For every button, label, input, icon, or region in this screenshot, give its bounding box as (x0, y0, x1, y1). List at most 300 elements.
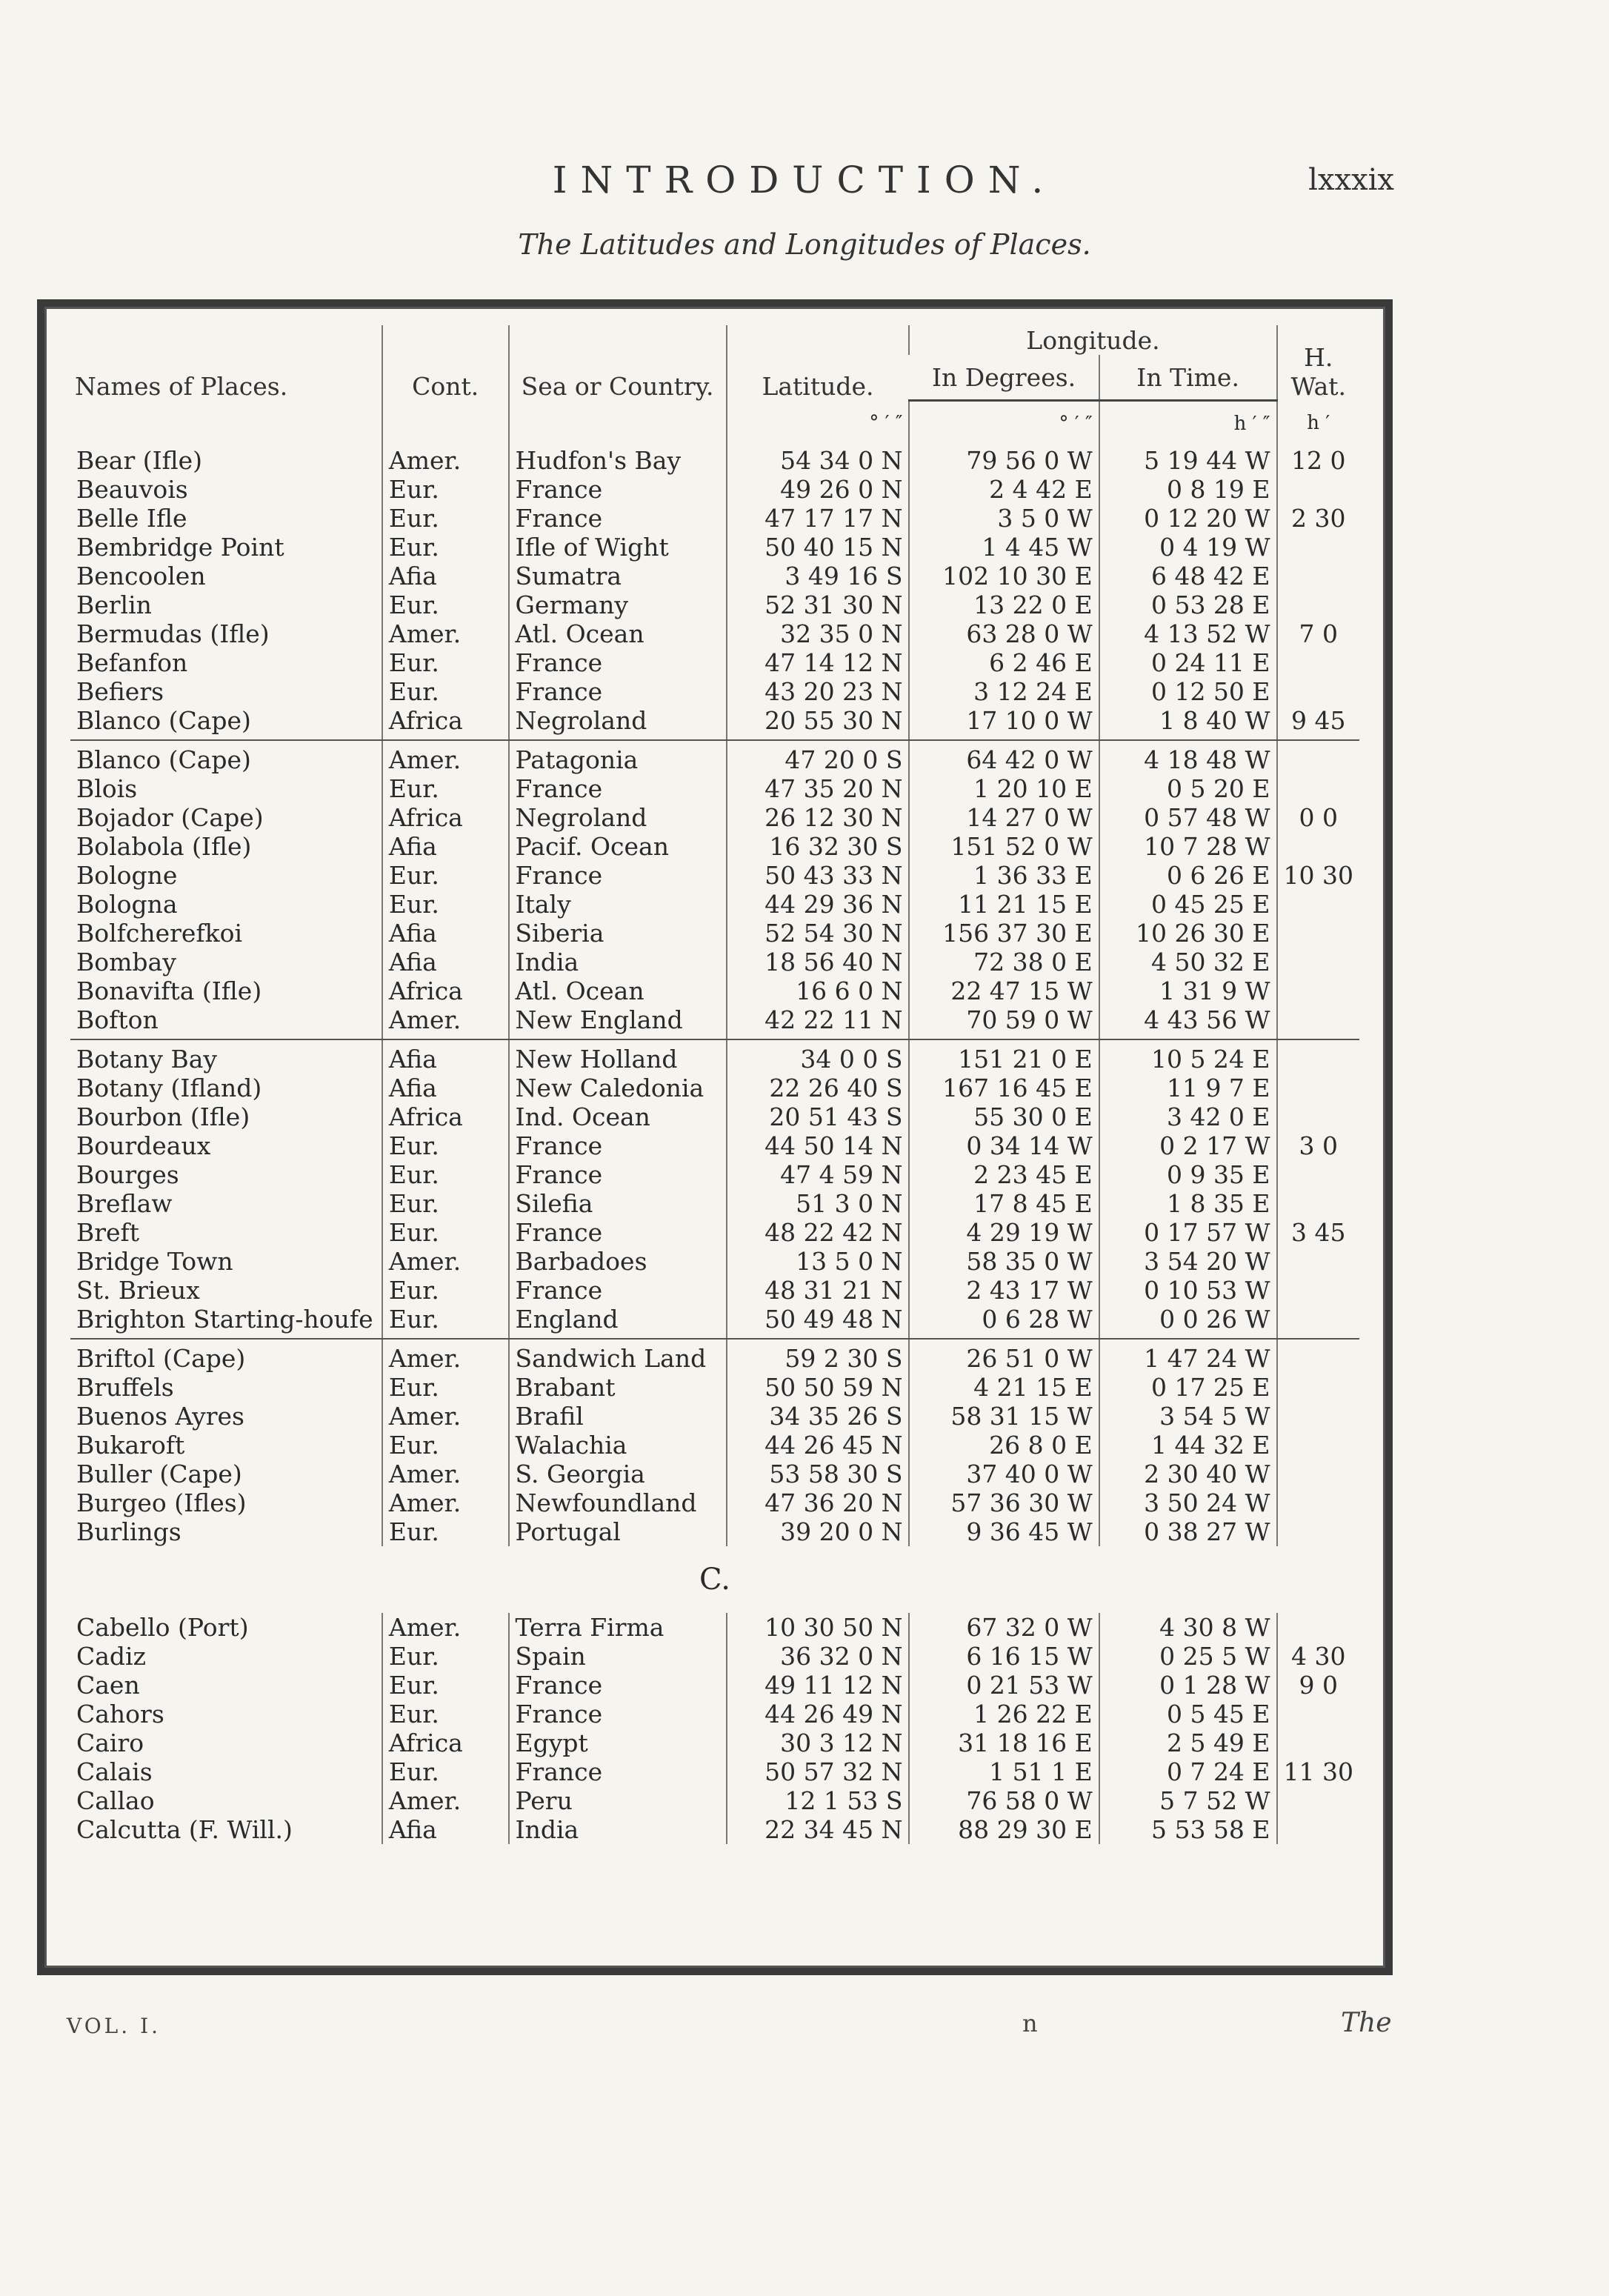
table-row (70, 1276, 1359, 1305)
cell-hw: 7 0 (1277, 619, 1359, 648)
cell-deg: 11 21 15 E (909, 890, 1099, 919)
cell-cont: Eur. (382, 1431, 509, 1460)
cell-hw (1277, 1517, 1359, 1546)
cell-cont: Amer. (382, 1488, 509, 1517)
cell-time: 4 13 52 W (1099, 619, 1277, 648)
table-row (70, 1131, 1359, 1160)
table-row (70, 1189, 1359, 1218)
cell-name: Botany Bay (76, 1045, 218, 1074)
table-row (70, 590, 1359, 619)
cell-lat: 22 34 45 N (727, 1815, 910, 1844)
cell-cont: Eur. (382, 890, 509, 919)
cell-cont: Eur. (382, 590, 509, 619)
cell-name: Caen (76, 1671, 140, 1700)
cell-country: Peru (509, 1786, 727, 1815)
cell-country: Newfoundland (509, 1488, 727, 1517)
cell-country: Siberia (509, 919, 727, 948)
cell-deg: 3 12 24 E (909, 677, 1099, 706)
table-row (70, 890, 1359, 919)
cell-time: 3 42 0 E (1099, 1102, 1277, 1131)
header-longitude: Longitude. (909, 325, 1276, 355)
cell-cont: Eur. (382, 1189, 509, 1218)
units-deg: ° ′ ″ (909, 401, 1099, 447)
cell-time: 0 8 19 E (1099, 475, 1277, 504)
cell-lat: 20 55 30 N (727, 706, 910, 740)
cell-cont: Eur. (382, 1642, 509, 1671)
cell-lat: 20 51 43 S (727, 1102, 910, 1131)
cell-name: Bombay (76, 948, 176, 976)
cell-country: France (509, 1757, 727, 1786)
cell-time: 0 2 17 W (1099, 1131, 1277, 1160)
cell-hw (1277, 976, 1359, 1005)
cell-lat: 49 11 12 N (727, 1671, 910, 1700)
cell-cont: Eur. (382, 504, 509, 533)
cell-time: 0 12 20 W (1099, 504, 1277, 533)
cell-deg: 26 51 0 W (909, 1339, 1099, 1373)
cell-time: 0 7 24 E (1099, 1757, 1277, 1786)
cell-time: 0 9 35 E (1099, 1160, 1277, 1189)
cell-deg: 63 28 0 W (909, 619, 1099, 648)
cell-deg: 0 6 28 W (909, 1305, 1099, 1339)
cell-name: Cabello (Port) (76, 1613, 249, 1642)
page-header-title: INTRODUCTION. (552, 159, 1057, 202)
cell-deg: 64 42 0 W (909, 740, 1099, 774)
footer-signature: n (1022, 2009, 1038, 2037)
cell-name: Breft (76, 1218, 140, 1247)
units-row (70, 401, 1359, 447)
cell-time: 3 50 24 W (1099, 1488, 1277, 1517)
cell-lat: 47 4 59 N (727, 1160, 910, 1189)
cell-lat: 50 50 59 N (727, 1373, 910, 1402)
cell-deg: 0 21 53 W (909, 1671, 1099, 1700)
cell-country: Barbadoes (509, 1247, 727, 1276)
cell-lat: 34 0 0 S (727, 1039, 910, 1074)
cell-time: 0 45 25 E (1099, 890, 1277, 919)
cell-country: Brabant (509, 1373, 727, 1402)
table-row (70, 1218, 1359, 1247)
cell-deg: 13 22 0 E (909, 590, 1099, 619)
cell-time: 10 26 30 E (1099, 919, 1277, 948)
cell-cont: Amer. (382, 1339, 509, 1373)
cell-lat: 13 5 0 N (727, 1247, 910, 1276)
cell-hw (1277, 533, 1359, 562)
cell-name: Blois (76, 774, 138, 803)
cell-name: Bruffels (76, 1373, 174, 1402)
cell-cont: Afia (382, 562, 509, 590)
cell-country: France (509, 774, 727, 803)
footer-catchword: The (1341, 2008, 1392, 2038)
header-deg: In Degrees. (909, 355, 1099, 401)
cell-cont: Eur. (382, 648, 509, 677)
cell-country: France (509, 1218, 727, 1247)
cell-lat: 16 6 0 N (727, 976, 910, 1005)
cell-time: 0 4 19 W (1099, 533, 1277, 562)
cell-cont: Africa (382, 706, 509, 740)
cell-lat: 44 50 14 N (727, 1131, 910, 1160)
table-row (70, 1039, 1359, 1074)
cell-country: S. Georgia (509, 1460, 727, 1488)
table-row (70, 948, 1359, 976)
cell-hw: 11 30 (1277, 1757, 1359, 1786)
cell-name: Brighton Starting-houfe (70, 1305, 382, 1339)
cell-country: Egypt (509, 1728, 727, 1757)
cell-deg: 88 29 30 E (909, 1815, 1099, 1844)
cell-cont: Amer. (382, 1613, 509, 1642)
cell-cont: Africa (382, 976, 509, 1005)
cell-hw: 12 0 (1277, 446, 1359, 475)
places-table (70, 325, 1359, 1844)
cell-name: Bolabola (Ifle) (76, 832, 252, 861)
table-row (70, 1305, 1359, 1339)
cell-country: New Caledonia (509, 1074, 727, 1102)
cell-time: 0 1 28 W (1099, 1671, 1277, 1700)
cell-hw (1277, 1488, 1359, 1517)
cell-cont: Eur. (382, 1700, 509, 1728)
cell-cont: Eur. (382, 533, 509, 562)
cell-deg: 1 4 45 W (909, 533, 1099, 562)
cell-deg: 79 56 0 W (909, 446, 1099, 475)
cell-country: India (509, 1815, 727, 1844)
table-body (70, 401, 1359, 1845)
cell-time: 4 30 8 W (1099, 1613, 1277, 1642)
cell-lat: 12 1 53 S (727, 1786, 910, 1815)
cell-cont: Amer. (382, 1402, 509, 1431)
cell-hw (1277, 475, 1359, 504)
table-row (70, 706, 1359, 740)
table-row (70, 803, 1359, 832)
cell-country: Ifle of Wight (509, 533, 727, 562)
cell-lat: 30 3 12 N (727, 1728, 910, 1757)
header-time: In Time. (1099, 355, 1277, 401)
cell-country: Patagonia (509, 740, 727, 774)
table-row (70, 1373, 1359, 1402)
cell-name: Cairo (76, 1728, 144, 1757)
cell-lat: 47 14 12 N (727, 648, 910, 677)
cell-deg: 14 27 0 W (909, 803, 1099, 832)
cell-hw (1277, 590, 1359, 619)
cell-deg: 31 18 16 E (909, 1728, 1099, 1757)
cell-time: 3 54 5 W (1099, 1402, 1277, 1431)
table-row (70, 1613, 1359, 1642)
cell-name: Bolfcherefkoi (76, 919, 243, 948)
table-row (70, 1460, 1359, 1488)
cell-time: 4 50 32 E (1099, 948, 1277, 976)
cell-time: 0 17 25 E (1099, 1373, 1277, 1402)
cell-country: France (509, 475, 727, 504)
cell-lat: 44 26 45 N (727, 1431, 910, 1460)
cell-hw (1277, 832, 1359, 861)
table-row (70, 1642, 1359, 1671)
cell-lat: 52 54 30 N (727, 919, 910, 948)
cell-deg: 6 16 15 W (909, 1642, 1099, 1671)
cell-cont: Eur. (382, 1305, 509, 1339)
cell-hw (1277, 1700, 1359, 1728)
cell-hw (1277, 1431, 1359, 1460)
cell-deg: 2 4 42 E (909, 475, 1099, 504)
cell-name: Calcutta (F. Will.) (76, 1815, 293, 1844)
table-row (70, 1402, 1359, 1431)
cell-deg: 4 21 15 E (909, 1373, 1099, 1402)
cell-hw (1277, 1074, 1359, 1102)
cell-name: Blanco (Cape) (76, 745, 251, 774)
cell-name: Befanfon (76, 648, 188, 677)
cell-name: Bologna (76, 890, 178, 919)
cell-hw (1277, 1613, 1359, 1642)
cell-lat: 53 58 30 S (727, 1460, 910, 1488)
cell-time: 0 10 53 W (1099, 1276, 1277, 1305)
cell-name: Bermudas (Ifle) (76, 619, 270, 648)
cell-country: Walachia (509, 1431, 727, 1460)
cell-hw (1277, 1815, 1359, 1844)
cell-country: Sumatra (509, 562, 727, 590)
cell-hw (1277, 1373, 1359, 1402)
cell-country: India (509, 948, 727, 976)
cell-country: Silefia (509, 1189, 727, 1218)
page-number: lxxxix (1308, 163, 1394, 197)
section-letter: C. (699, 1563, 730, 1597)
cell-lat: 10 30 50 N (727, 1613, 910, 1642)
cell-name: Burlings (76, 1517, 181, 1546)
cell-name: Briftol (Cape) (76, 1344, 246, 1373)
cell-lat: 16 32 30 S (727, 832, 910, 861)
cell-lat: 47 36 20 N (727, 1488, 910, 1517)
cell-deg: 22 47 15 W (909, 976, 1099, 1005)
footer-volume: VOL. I. (67, 2014, 161, 2038)
table-row (70, 1786, 1359, 1815)
cell-lat: 50 43 33 N (727, 861, 910, 890)
cell-cont: Eur. (382, 1276, 509, 1305)
cell-country: Negroland (509, 803, 727, 832)
table-row (70, 1160, 1359, 1189)
cell-name: Burgeo (Ifles) (76, 1488, 247, 1517)
table-row (70, 1102, 1359, 1131)
cell-lat: 48 31 21 N (727, 1276, 910, 1305)
cell-deg: 58 31 15 W (909, 1402, 1099, 1431)
cell-deg: 2 43 17 W (909, 1276, 1099, 1305)
cell-name: Berlin (76, 590, 152, 619)
cell-cont: Eur. (382, 1517, 509, 1546)
cell-name: Cadiz (76, 1642, 146, 1671)
cell-deg: 1 26 22 E (909, 1700, 1099, 1728)
cell-time: 2 30 40 W (1099, 1460, 1277, 1488)
cell-country: Sandwich Land (509, 1339, 727, 1373)
cell-deg: 72 38 0 E (909, 948, 1099, 976)
units-cont (382, 401, 509, 447)
cell-lat: 39 20 0 N (727, 1517, 910, 1546)
cell-time: 5 19 44 W (1099, 446, 1277, 475)
cell-hw (1277, 677, 1359, 706)
cell-deg: 3 5 0 W (909, 504, 1099, 533)
cell-cont: Eur. (382, 1671, 509, 1700)
cell-name: Bukaroft (76, 1431, 185, 1460)
table-row (70, 1074, 1359, 1102)
cell-time: 1 8 35 E (1099, 1189, 1277, 1218)
cell-hw: 2 30 (1277, 504, 1359, 533)
cell-hw: 9 0 (1277, 1671, 1359, 1700)
header-cont: Cont. (382, 325, 509, 401)
cell-time: 0 53 28 E (1099, 590, 1277, 619)
cell-cont: Afia (382, 832, 509, 861)
cell-name: Blanco (Cape) (70, 706, 382, 740)
cell-name: Buenos Ayres (76, 1402, 244, 1431)
cell-deg: 9 36 45 W (909, 1517, 1099, 1546)
cell-country: Ind. Ocean (509, 1102, 727, 1131)
cell-country: Portugal (509, 1517, 727, 1546)
header-country: Sea or Country. (509, 325, 727, 401)
cell-cont: Amer. (382, 619, 509, 648)
cell-hw: 3 0 (1277, 1131, 1359, 1160)
table-row (70, 1757, 1359, 1786)
cell-name: Bridge Town (76, 1247, 233, 1276)
cell-cont: Eur. (382, 1131, 509, 1160)
cell-deg: 2 23 45 E (909, 1160, 1099, 1189)
cell-deg: 102 10 30 E (909, 562, 1099, 590)
cell-lat: 47 20 0 S (727, 740, 910, 774)
cell-name: Bembridge Point (76, 533, 284, 562)
cell-hw (1277, 1039, 1359, 1074)
cell-country: France (509, 1671, 727, 1700)
cell-hw (1277, 774, 1359, 803)
cell-deg: 57 36 30 W (909, 1488, 1099, 1517)
cell-hw (1277, 740, 1359, 774)
table-subtitle: The Latitudes and Longitudes of Places. (518, 228, 1091, 261)
cell-deg: 1 36 33 E (909, 861, 1099, 890)
cell-deg: 17 10 0 W (909, 706, 1099, 740)
cell-cont: Eur. (382, 774, 509, 803)
cell-cont: Amer. (382, 1247, 509, 1276)
cell-name: Breflaw (76, 1189, 173, 1218)
cell-lat: 49 26 0 N (727, 475, 910, 504)
cell-hw: 9 45 (1277, 706, 1359, 740)
cell-country: France (509, 677, 727, 706)
cell-lat: 3 49 16 S (727, 562, 910, 590)
table-row (70, 446, 1359, 475)
cell-cont: Eur. (382, 1218, 509, 1247)
cell-time: 3 54 20 W (1099, 1247, 1277, 1276)
cell-hw (1277, 1005, 1359, 1039)
cell-country: New England (509, 1005, 727, 1039)
cell-hw (1277, 1460, 1359, 1488)
cell-name: Buller (Cape) (76, 1460, 242, 1488)
cell-deg: 4 29 19 W (909, 1218, 1099, 1247)
cell-lat: 42 22 11 N (727, 1005, 910, 1039)
cell-country: Italy (509, 890, 727, 919)
cell-time: 0 38 27 W (1099, 1517, 1277, 1546)
header-hw: H. Wat. (1277, 325, 1359, 401)
cell-deg: 156 37 30 E (909, 919, 1099, 948)
cell-name: Callao (76, 1786, 155, 1815)
cell-lat: 59 2 30 S (727, 1339, 910, 1373)
cell-country: France (509, 1276, 727, 1305)
cell-hw (1277, 648, 1359, 677)
cell-deg: 17 8 45 E (909, 1189, 1099, 1218)
table-frame (37, 299, 1393, 1975)
table-row (70, 533, 1359, 562)
cell-deg: 58 35 0 W (909, 1247, 1099, 1276)
table-row (70, 648, 1359, 677)
cell-hw (1277, 1786, 1359, 1815)
cell-time: 0 57 48 W (1099, 803, 1277, 832)
cell-name: Bofton (70, 1005, 382, 1039)
cell-hw (1277, 1402, 1359, 1431)
units-country (509, 401, 727, 447)
cell-time: 1 8 40 W (1099, 706, 1277, 740)
cell-lat: 51 3 0 N (727, 1189, 910, 1218)
cell-lat: 43 20 23 N (727, 677, 910, 706)
cell-hw (1277, 1189, 1359, 1218)
cell-lat: 34 35 26 S (727, 1402, 910, 1431)
cell-cont: Amer. (382, 1005, 509, 1039)
cell-name: Bonavifta (Ifle) (76, 976, 262, 1005)
cell-country: France (509, 861, 727, 890)
cell-name: Bencoolen (76, 562, 206, 590)
table-row (70, 677, 1359, 706)
units-name (70, 401, 382, 447)
cell-hw (1277, 1728, 1359, 1757)
cell-deg: 151 52 0 W (909, 832, 1099, 861)
cell-hw (1277, 919, 1359, 948)
cell-hw (1277, 948, 1359, 976)
units-hw: h ′ (1277, 401, 1359, 447)
cell-deg: 55 30 0 E (909, 1102, 1099, 1131)
cell-name: Befiers (76, 677, 164, 706)
cell-cont: Eur. (382, 1757, 509, 1786)
table-frame-inner (44, 307, 1385, 1968)
cell-time: 5 7 52 W (1099, 1786, 1277, 1815)
cell-time: 5 53 58 E (1099, 1815, 1277, 1844)
table-row (70, 740, 1359, 774)
cell-time: 0 6 26 E (1099, 861, 1277, 890)
cell-time: 1 31 9 W (1099, 976, 1277, 1005)
cell-hw (1277, 1247, 1359, 1276)
table-row (70, 976, 1359, 1005)
cell-deg: 37 40 0 W (909, 1460, 1099, 1488)
cell-cont: Africa (382, 1102, 509, 1131)
cell-name: Bojador (Cape) (76, 803, 264, 832)
cell-time: 0 5 45 E (1099, 1700, 1277, 1728)
cell-name: Bourdeaux (76, 1131, 211, 1160)
cell-cont: Amer. (382, 740, 509, 774)
cell-time: 0 25 5 W (1099, 1642, 1277, 1671)
cell-country: Atl. Ocean (509, 976, 727, 1005)
cell-time: 0 5 20 E (1099, 774, 1277, 803)
cell-lat: 44 29 36 N (727, 890, 910, 919)
cell-cont: Afia (382, 1815, 509, 1844)
cell-hw (1277, 1160, 1359, 1189)
cell-time: 4 18 48 W (1099, 740, 1277, 774)
cell-cont: Amer. (382, 1786, 509, 1815)
section-letter-row (70, 1546, 1359, 1613)
cell-cont: Eur. (382, 1373, 509, 1402)
table-row (70, 475, 1359, 504)
cell-country: France (509, 1160, 727, 1189)
cell-name: Belle Ifle (76, 504, 187, 533)
cell-country: Germany (509, 590, 727, 619)
cell-name: Beauvois (76, 475, 188, 504)
cell-cont: Eur. (382, 861, 509, 890)
cell-hw: 10 30 (1277, 861, 1359, 890)
cell-cont: Africa (382, 1728, 509, 1757)
table-row (70, 919, 1359, 948)
cell-deg: 167 16 45 E (909, 1074, 1099, 1102)
table-row (70, 832, 1359, 861)
cell-country: Atl. Ocean (509, 619, 727, 648)
cell-hw (1277, 1339, 1359, 1373)
cell-time: 10 5 24 E (1099, 1039, 1277, 1074)
cell-lat: 47 17 17 N (727, 504, 910, 533)
cell-deg: 67 32 0 W (909, 1613, 1099, 1642)
cell-deg: 76 58 0 W (909, 1786, 1099, 1815)
